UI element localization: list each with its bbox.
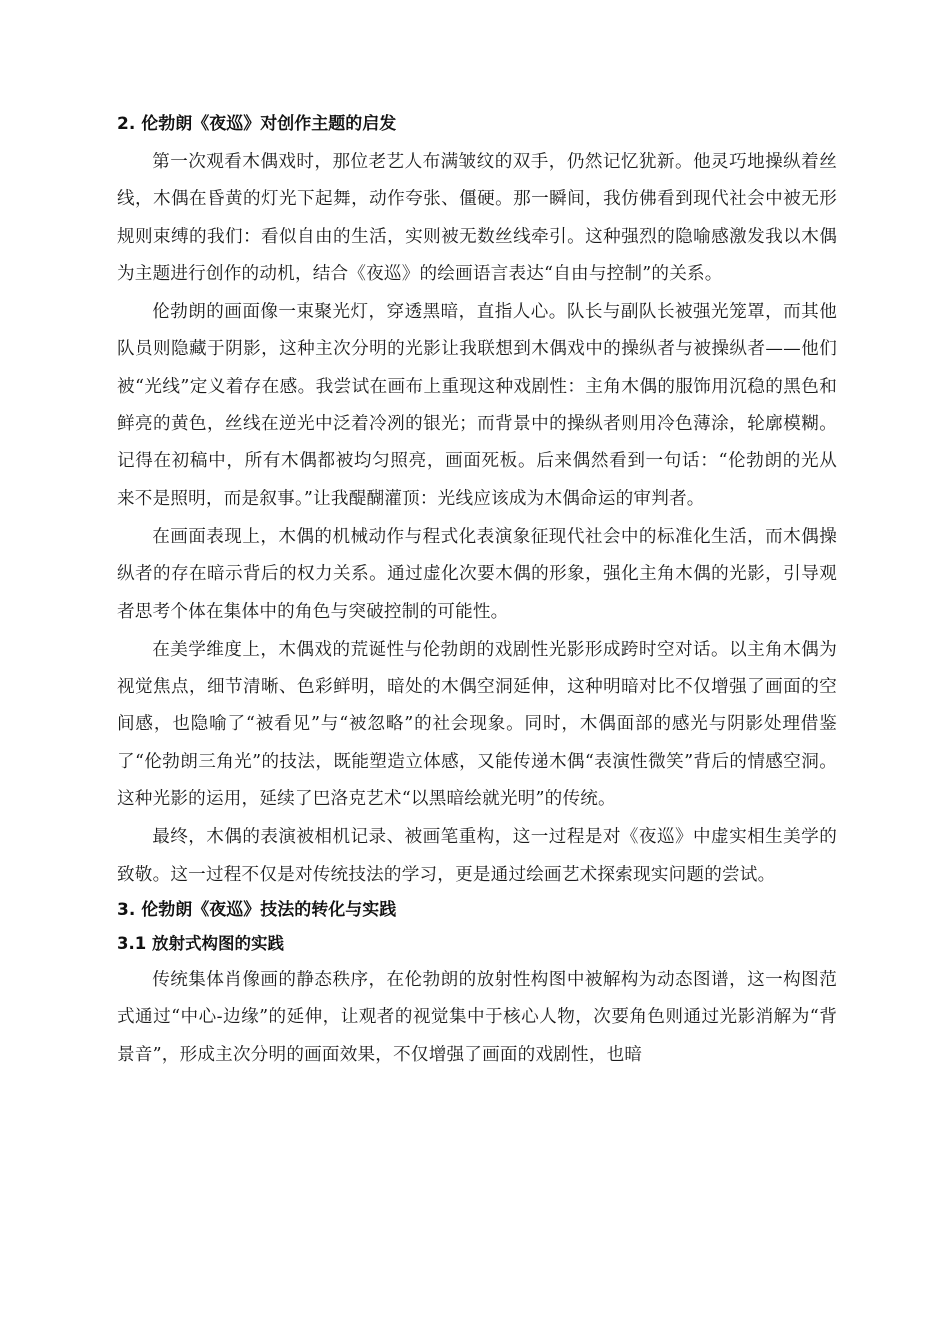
paragraph: 第一次观看木偶戏时，那位老艺人布满皱纹的双手，仍然记忆犹新。他灵巧地操纵着丝线，木偶在昏黄的灯光下起舞，动作夸张、僵硬。那一瞬间，我仿佛看到现代社会中被无形规则束缚的我们：看似自由的生活，实则被无数丝线牵引。这种强烈的隐喻感激发我以木偶为主题进行创作的动机，结合《夜巡》的绘画语言表达“自由与控制”的关系。 [117, 152, 837, 284]
document-page [117, 110, 837, 1075]
paragraph: 伦勃朗的画面像一束聚光灯，穿透黑暗，直指人心。队长与副队长被强光笼罩，而其他队员则隐藏于阴影，这种主次分明的光影让我联想到木偶戏中的操纵者与被操纵者——他们被“光线”定义着存在感。我尝试在画布上重现这种戏剧性：主角木偶的服饰用沉稳的黑色和鲜亮的黄色，丝线在逆光中泛着冷冽的银光；而背景中的操纵者则用冷色薄涂，轮廓模糊。记得在初稿中，所有木偶都被均匀照亮，画面死板。后来偶然看到一句话：“伦勃朗的光从来不是照明，而是叙事。”让我醍醐灌顶：光线应该成为木偶命运的审判者。 [117, 302, 837, 509]
paragraph: 传统集体肖像画的静态秩序，在伦勃朗的放射性构图中被解构为动态图谱，这一构图范式通过“中心-边缘”的延伸，让观者的视觉集中于核心人物，次要角色则通过光影消解为“背景音”，形成主次分明的画面效果，不仅增强了画面的戏剧性，也暗 [117, 969, 837, 1065]
section-3-heading: 3. 伦勃朗《夜巡》技法的转化与实践 [117, 899, 397, 920]
paragraph: 在美学维度上，木偶戏的荒诞性与伦勃朗的戏剧性光影形成跨时空对话。以主角木偶为视觉焦点，细节清晰、色彩鲜明，暗处的木偶空洞延伸，这种明暗对比不仅增强了画面的空间感，也隐喻了“被看见”与“被忽略”的社会现象。同时，木偶面部的感光与阴影处理借鉴了“伦勃朗三角光”的技法，既能塑造立体感，又能传递木偶“表演性微笑”背后的情感空洞。这种光影的运用，延续了巴洛克艺术“以黑暗绘就光明”的传统。 [117, 639, 837, 810]
section-2-heading: 2. 伦勃朗《夜巡》对创作主题的启发 [117, 114, 397, 134]
paragraph: 在画面表现上，木偶的机械动作与程式化表演象征现代社会中的标准化生活，而木偶操纵者的存在暗示背后的权力关系。通过虚化次要木偶的形象，强化主角木偶的光影，引导观者思考个体在集体中的角色与突破控制的可能性。 [117, 526, 837, 622]
paragraph: 最终，木偶的表演被相机记录、被画笔重构，这一过程是对《夜巡》中虚实相生美学的致敬。这一过程不仅是对传统技法的学习，更是通过绘画艺术探索现实问题的尝试。 [117, 827, 837, 885]
subsection-3-1-heading: 3.1 放射式构图的实践 [117, 933, 284, 953]
